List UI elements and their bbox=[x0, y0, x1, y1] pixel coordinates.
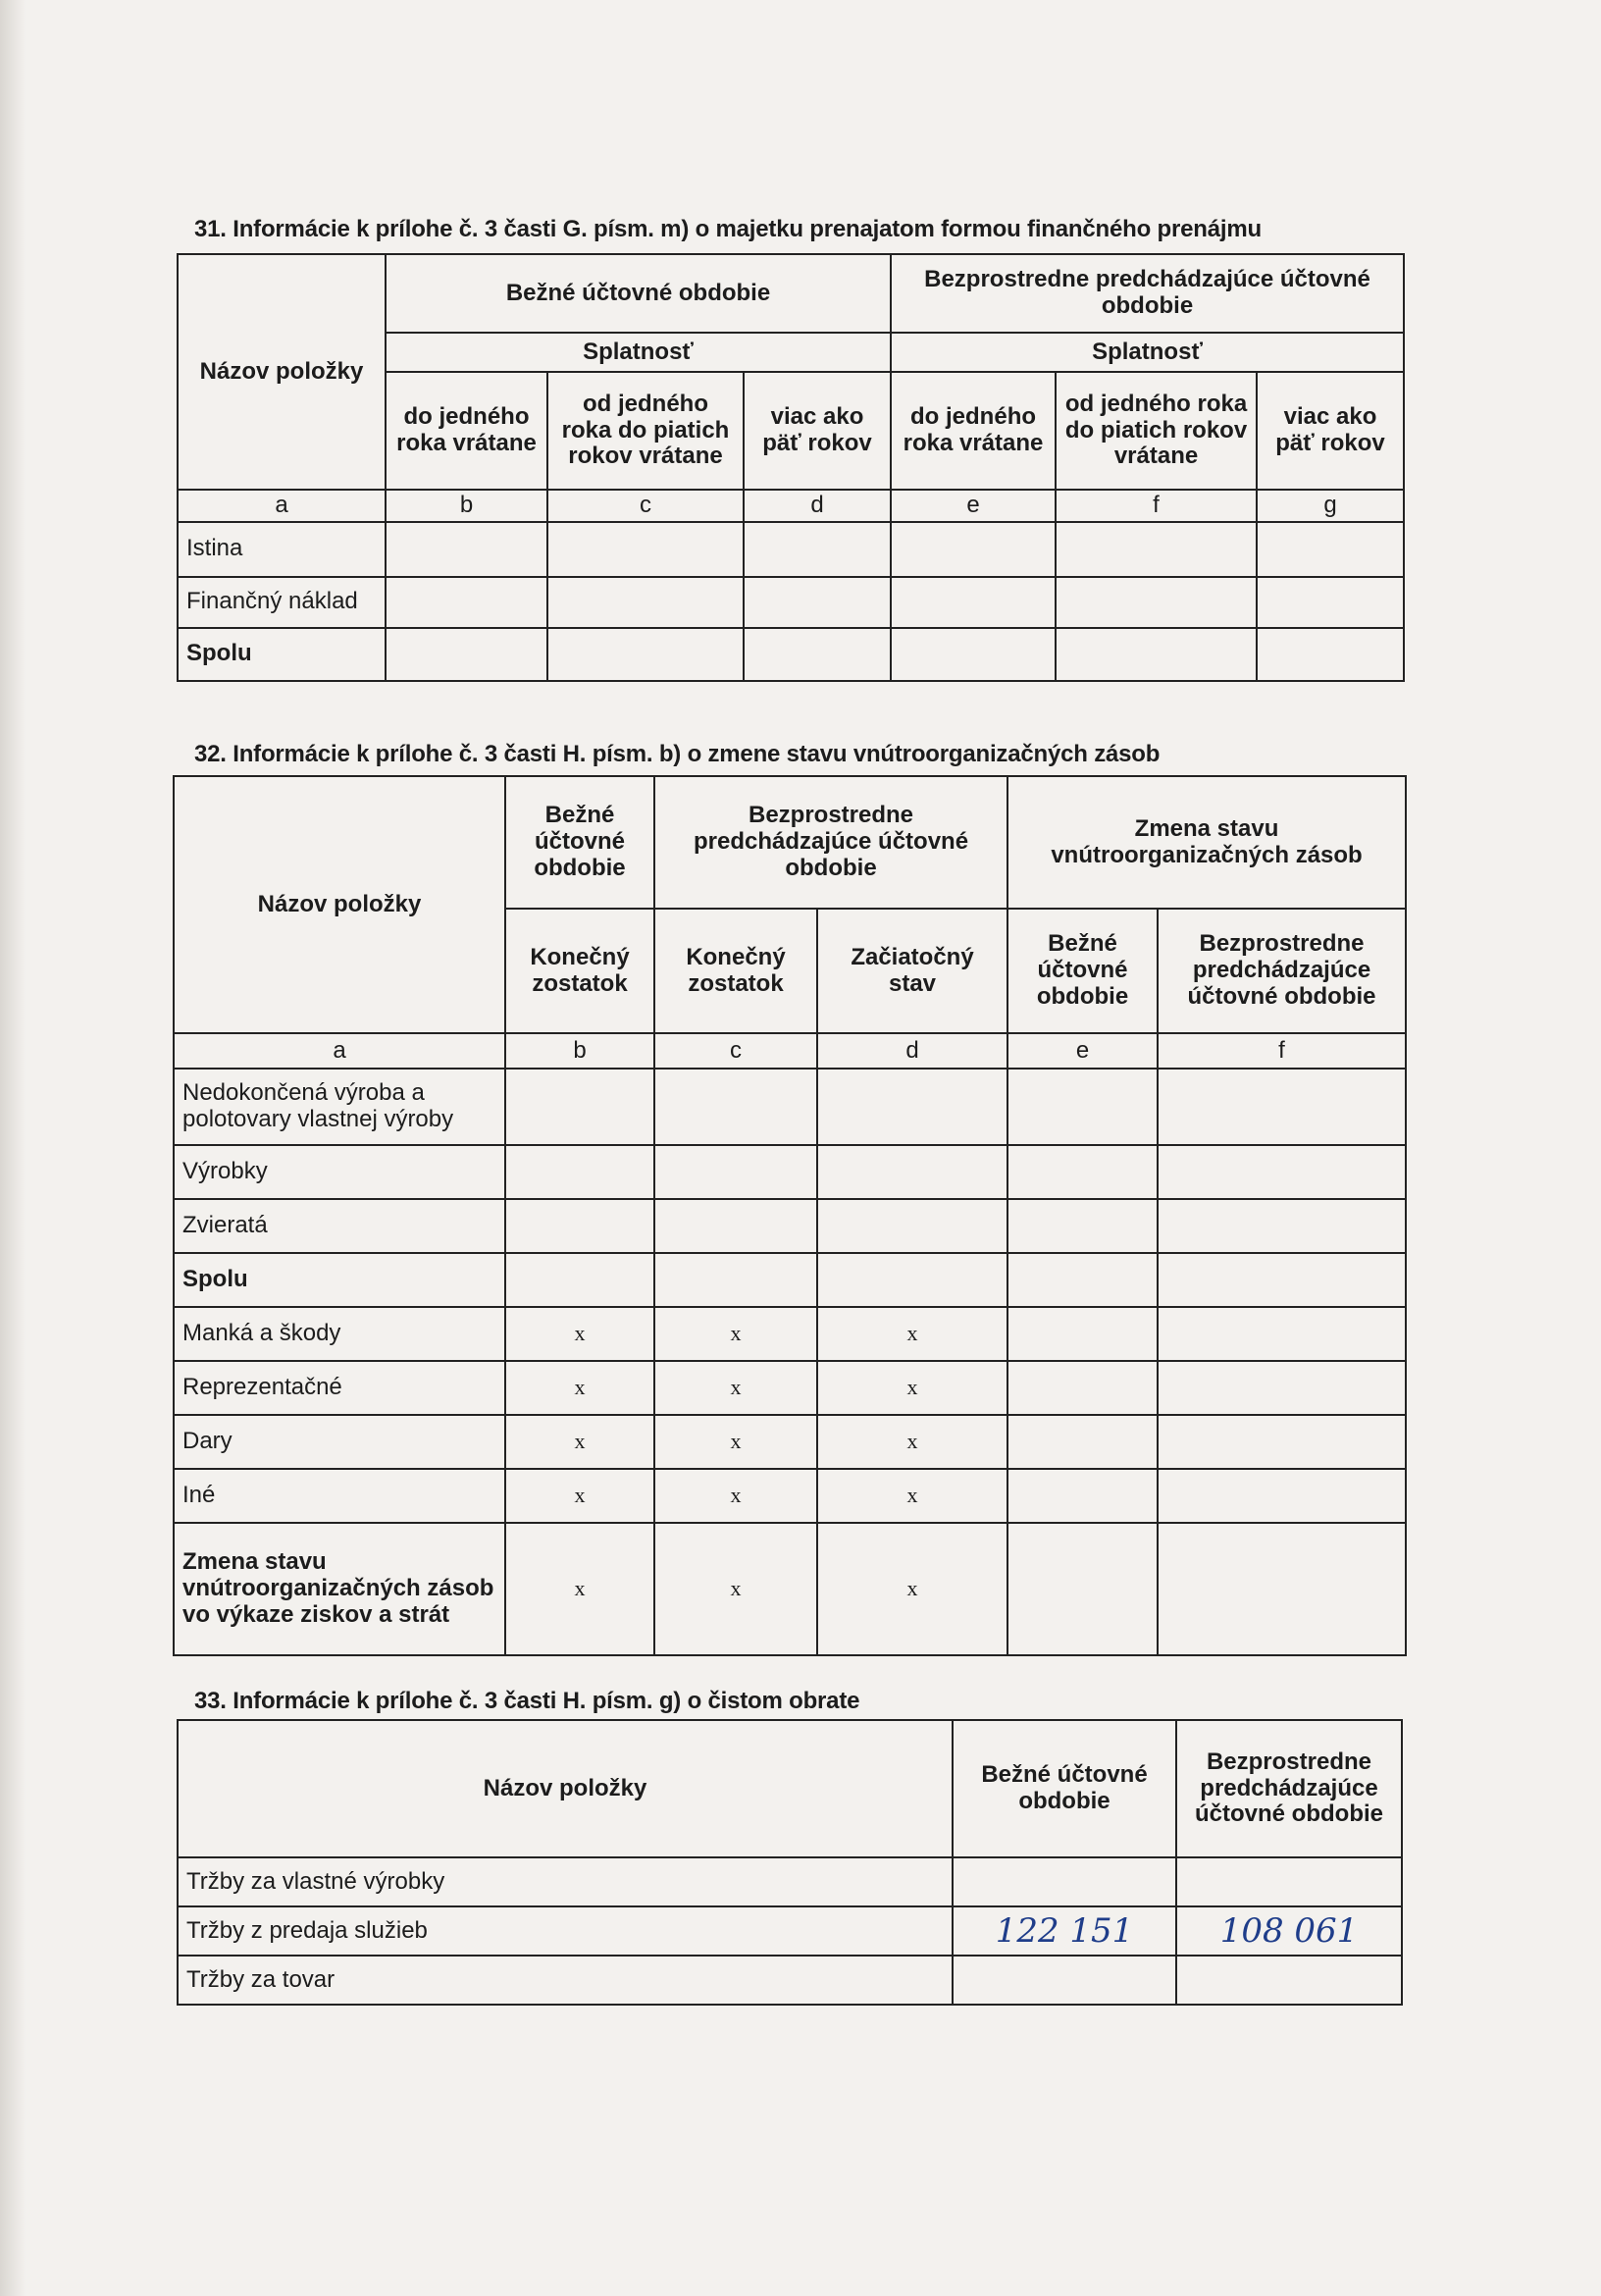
t31-cell bbox=[1056, 577, 1257, 628]
t32-cell bbox=[1007, 1361, 1158, 1415]
t33-prior-period-header: Bezprostredne predchádzajúce účtovné obdobie bbox=[1176, 1720, 1402, 1857]
table-32 bbox=[173, 775, 1407, 1656]
t33-current-value: 122 151 bbox=[953, 1906, 1176, 1956]
t31-letter: c bbox=[547, 490, 744, 522]
t32-cell bbox=[817, 1199, 1007, 1253]
t32-cell: x bbox=[505, 1469, 654, 1523]
t31-cell bbox=[1257, 522, 1404, 577]
t32-row-label: Reprezentačné bbox=[174, 1361, 505, 1415]
t31-maturity-prior: Splatnosť bbox=[891, 333, 1404, 372]
t32-sub-header: Konečný zostatok bbox=[505, 909, 654, 1033]
t32-row-label: Zmena stavu vnútroorganizačných zásob vo výkaze ziskov a strát bbox=[174, 1523, 505, 1655]
t32-cell: x bbox=[505, 1415, 654, 1469]
t32-cell: x bbox=[654, 1523, 817, 1655]
t33-current-value bbox=[953, 1857, 1176, 1906]
t31-cell bbox=[547, 522, 744, 577]
t31-sub-header: viac ako päť rokov bbox=[1257, 372, 1404, 490]
t31-cell bbox=[1056, 522, 1257, 577]
t32-cell bbox=[654, 1199, 817, 1253]
t33-current-period-header: Bežné účtovné obdobie bbox=[953, 1720, 1176, 1857]
t31-cell bbox=[744, 577, 891, 628]
t32-letter: c bbox=[654, 1033, 817, 1069]
table-31 bbox=[177, 253, 1405, 682]
t32-row-label: Manká a škody bbox=[174, 1307, 505, 1361]
t33-row-label: Tržby za tovar bbox=[178, 1956, 953, 2005]
t32-cell bbox=[505, 1199, 654, 1253]
t33-row-label: Tržby z predaja služieb bbox=[178, 1906, 953, 1956]
t33-col-name-header: Názov položky bbox=[178, 1720, 953, 1857]
t31-cell bbox=[744, 628, 891, 681]
t32-cell bbox=[654, 1069, 817, 1145]
t32-cell bbox=[1007, 1307, 1158, 1361]
t31-cell bbox=[547, 628, 744, 681]
t32-cell: x bbox=[505, 1361, 654, 1415]
t31-cell bbox=[744, 522, 891, 577]
t32-cell: x bbox=[654, 1361, 817, 1415]
t32-row-label: Zvieratá bbox=[174, 1199, 505, 1253]
t32-cell bbox=[1158, 1361, 1406, 1415]
t32-cell bbox=[1007, 1253, 1158, 1307]
t32-cell: x bbox=[817, 1415, 1007, 1469]
t33-current-value bbox=[953, 1956, 1176, 2005]
t31-sub-header: viac ako päť rokov bbox=[744, 372, 891, 490]
t32-cell: x bbox=[505, 1307, 654, 1361]
t31-letter: g bbox=[1257, 490, 1404, 522]
t32-cell bbox=[1158, 1199, 1406, 1253]
section-31-title: 31. Informácie k prílohe č. 3 časti G. písm. m) o majetku prenajatom formou finančného prenájmu bbox=[194, 216, 1262, 242]
t31-sub-header: od jedného roka do piatich rokov vrátane bbox=[547, 372, 744, 490]
t31-cell bbox=[386, 577, 547, 628]
t33-prior-value: 108 061 bbox=[1176, 1906, 1402, 1956]
t32-change-header: Zmena stavu vnútroorganizačných zásob bbox=[1007, 776, 1406, 909]
t32-cell bbox=[1007, 1469, 1158, 1523]
t31-cell bbox=[386, 522, 547, 577]
t33-prior-value bbox=[1176, 1857, 1402, 1906]
table-33 bbox=[177, 1719, 1403, 2006]
section-32-title: 32. Informácie k prílohe č. 3 časti H. písm. b) o zmene stavu vnútroorganizačných zásob bbox=[194, 741, 1161, 767]
t32-current-period-header: Bežné účtovné obdobie bbox=[505, 776, 654, 909]
t32-cell: x bbox=[654, 1469, 817, 1523]
t32-col-name-header: Názov položky bbox=[174, 776, 505, 1033]
t32-cell bbox=[1158, 1415, 1406, 1469]
t31-cell bbox=[891, 577, 1056, 628]
t31-row-label: Finančný náklad bbox=[178, 577, 386, 628]
t32-cell bbox=[1007, 1523, 1158, 1655]
t31-current-period-header: Bežné účtovné obdobie bbox=[386, 254, 891, 333]
t32-cell bbox=[1158, 1253, 1406, 1307]
t32-cell bbox=[1007, 1069, 1158, 1145]
t32-cell: x bbox=[654, 1415, 817, 1469]
t31-cell bbox=[891, 628, 1056, 681]
t32-cell: x bbox=[654, 1307, 817, 1361]
t32-cell bbox=[505, 1253, 654, 1307]
t32-cell bbox=[1158, 1069, 1406, 1145]
t32-sub-header: Konečný zostatok bbox=[654, 909, 817, 1033]
t32-row-label: Iné bbox=[174, 1469, 505, 1523]
t31-letter: b bbox=[386, 490, 547, 522]
t31-sub-header: do jedného roka vrátane bbox=[891, 372, 1056, 490]
t32-cell: x bbox=[817, 1469, 1007, 1523]
t31-letter: f bbox=[1056, 490, 1257, 522]
t32-cell bbox=[817, 1145, 1007, 1199]
t31-cell bbox=[891, 522, 1056, 577]
t33-row-label: Tržby za vlastné výrobky bbox=[178, 1857, 953, 1906]
t31-maturity-current: Splatnosť bbox=[386, 333, 891, 372]
t32-cell: x bbox=[505, 1523, 654, 1655]
t32-cell: x bbox=[817, 1307, 1007, 1361]
t32-sub-header: Začiatočný stav bbox=[817, 909, 1007, 1033]
section-33-title: 33. Informácie k prílohe č. 3 časti H. písm. g) o čistom obrate bbox=[194, 1688, 860, 1714]
t33-prior-value bbox=[1176, 1956, 1402, 2005]
t31-cell bbox=[386, 628, 547, 681]
t32-letter: a bbox=[174, 1033, 505, 1069]
t32-cell bbox=[817, 1069, 1007, 1145]
t32-cell bbox=[505, 1069, 654, 1145]
t32-letter: f bbox=[1158, 1033, 1406, 1069]
t32-row-label: Spolu bbox=[174, 1253, 505, 1307]
t32-cell: x bbox=[817, 1523, 1007, 1655]
t32-cell bbox=[1158, 1523, 1406, 1655]
t32-cell bbox=[817, 1253, 1007, 1307]
t31-cell bbox=[1056, 628, 1257, 681]
t32-prior-period-header: Bezprostredne predchádzajúce účtovné obdobie bbox=[654, 776, 1007, 909]
t32-cell bbox=[505, 1145, 654, 1199]
scan-page-edge bbox=[0, 0, 26, 2296]
t32-cell bbox=[654, 1145, 817, 1199]
t31-row-label: Istina bbox=[178, 522, 386, 577]
t32-cell bbox=[1158, 1307, 1406, 1361]
t31-letter: a bbox=[178, 490, 386, 522]
t31-cell bbox=[547, 577, 744, 628]
t31-letter: d bbox=[744, 490, 891, 522]
t32-letter: b bbox=[505, 1033, 654, 1069]
t31-cell bbox=[1257, 577, 1404, 628]
t31-row-label: Spolu bbox=[178, 628, 386, 681]
t32-letter: d bbox=[817, 1033, 1007, 1069]
t32-row-label: Nedokončená výroba a polotovary vlastnej výroby bbox=[174, 1069, 505, 1145]
t31-letter: e bbox=[891, 490, 1056, 522]
t31-sub-header: do jedného roka vrátane bbox=[386, 372, 547, 490]
t31-sub-header: od jedného roka do piatich rokov vrátane bbox=[1056, 372, 1257, 490]
t32-cell bbox=[654, 1253, 817, 1307]
t32-letter: e bbox=[1007, 1033, 1158, 1069]
t32-cell bbox=[1007, 1145, 1158, 1199]
t32-cell bbox=[1158, 1145, 1406, 1199]
t32-cell bbox=[1007, 1199, 1158, 1253]
t32-row-label: Dary bbox=[174, 1415, 505, 1469]
t32-cell bbox=[1158, 1469, 1406, 1523]
t31-prior-period-header: Bezprostredne predchádzajúce účtovné obdobie bbox=[891, 254, 1404, 333]
t31-cell bbox=[1257, 628, 1404, 681]
t32-sub-header: Bežné účtovné obdobie bbox=[1007, 909, 1158, 1033]
t32-row-label: Výrobky bbox=[174, 1145, 505, 1199]
t31-col-name-header: Názov položky bbox=[178, 254, 386, 490]
t32-cell: x bbox=[817, 1361, 1007, 1415]
t32-sub-header: Bezprostredne predchádzajúce účtovné obdobie bbox=[1158, 909, 1406, 1033]
t32-cell bbox=[1007, 1415, 1158, 1469]
